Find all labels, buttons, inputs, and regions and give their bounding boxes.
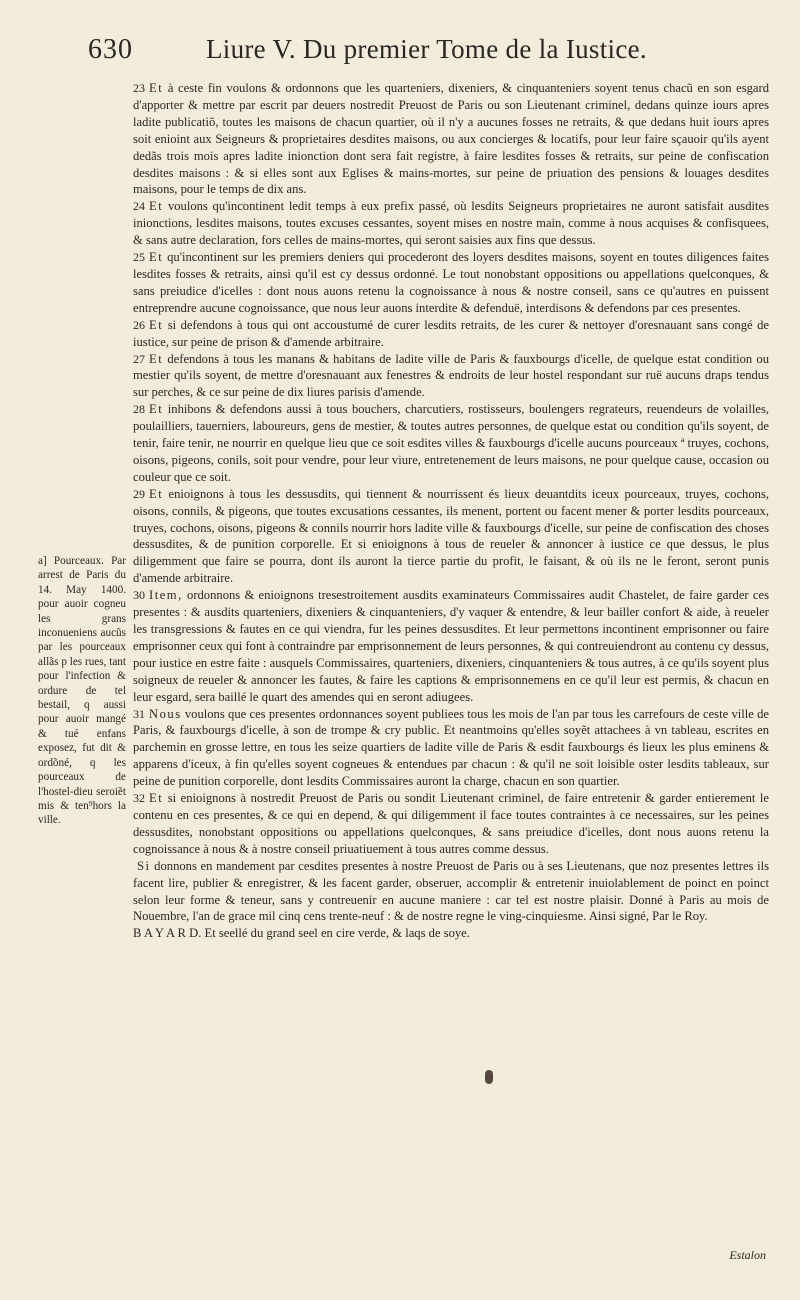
signature-line [133,925,769,942]
article-29: 29 Et enioignons à tous les dessusdits, qui tiennent & nourrissent és lieux deuantdits iceux pourceaux, truyes, cochons, oisons, connils, & pigeons, que toutes excusations cessantes, ils menent, portent ou facent mener & porter lesdits pourceaux, truyes, cochons, oisons, pigeons & connils nourrir hors ladite ville & fauxbourgs d'icelle, sur peine de confiscation des choses dessusdites, & de punition corporelle. Et si enioignons à tous de reueler & annoncer à iustice ce que dessus, le plus diligemment que faire se pourra, dont ils auront la tierce partie du profit, le faisant, & où ils ne le feront, seront punis d'amende arbitraire. [133,486,769,586]
article-23: 23 Et à ceste fin voulons & ordonnons que les quarteniers, dixeniers, & cinquanteniers soyent tenus chacũ en son esgard d'apporter & mettre par escrit par deuers nostredit Preuost de Paris ou son Lieutenant criminel, dedans quinze iours apres ladite publicatiõ, toutes les maisons de chacun quartier, où il n'y a aucunes fosses ne retraits, & que dedans huit iours apres soit enioint aux Seigneurs & proprietaires desdites maisons, ou aux concierges & locatifs, pour leur faire sçauoir qu'ils ayent dedãs trois mois apres ladite inionction dont sera fait registre, à faire lesdites fosses & retraits, sur peine de confiscation desdites maisons : & si elles sont aux Eglises & mains-mortes, sur peine de priuation des pensions & louages desdites maisons, pour le temps de dix ans. [133,81,769,197]
article-24: 24 Et voulons qu'incontinent ledit temps à eux prefix passé, où lesdits Seigneurs proprietaires ne auront satisfait ausdites inionctions, lesdites maisons, toutes excuses cessantes, soyent mises en nostre main, comme à nous acquises & confisquees, & sans autre declaration, fors celles de mains-mortes, qui seront saisies aux fins que dessus. [133,199,769,248]
seal-text: Et seellé du grand seel en cire verde, & laqs de soye. [201,926,470,941]
article-30: 30 Item, ordonnons & enioignons tresestroitement ausdits examinateurs Commissaires audit Chastelet, de faire garder ces presentes : & ausdits quarteniers, dixeniers & cinquanteniers, d'y vaquer & entendre, & leur bailler confort & aide, à reueler les transgressions & fautes en ce qui viendra, fur les peines dessusdites. Et leur permettons incontinent emprisonner ou faire emprisonner ceux qui font à contraindre par emprisonnement de leurs personnes, & qui contreuiendront au contenu cy dessus, pour iustice en estre faite : ausquels Commissaires, quarteniers, dixeniers, cinquanteniers & tous autres, à ce qu'ils soyent plus soigneux de reueler & annoncer les fautes, & faire les captions & emprisonnemens en ce qu'il leur est permis, & chacun en leur esgard, sera baillé le quart des amendes qui en seront adiugees. [133,588,769,704]
ink-blot [485,1070,493,1084]
margin-note: a] Pourceaux. Par arrest de Paris du 14. May 1400. pour auoir cogneu les grans inconueniens aucũs par les pourceaux allãs p les rues, tant pour l'infection & ordure de tel bestail, q aussi pour auoir mangé & tué enfans exposez, fut dit & ordõné, q les pourceaux de l'hostel-dieu seroiẽt mis & ten⁹hors la ville. [38,555,126,827]
running-title: Liure V. Du premier Tome de la Iustice. [206,34,647,64]
article-28: 28 Et inhibons & defendons aussi à tous bouchers, charcutiers, rostisseurs, boulengers regrateurs, reuendeurs de volailles, poulailliers, tauerniers, laboureurs, gens de mestier, & toutes autres personnes, de quelque estat ou condition qu'ils soyent, de tenir, faire tenir, ne nourrir en quelque lieu que ce soit esdites villes & fauxbourgs d'icelle aucuns pourceaux ª truyes, cochons, oisons, pigeons, conils, soit pour vendre, pour leur viure, entretenement de leurs maisons, ne pour quelque cause, occasion ou couleur que ce soit. [133,402,769,484]
mandate-paragraph: Si donnons en mandement par cesdites presentes à nostre Preuost de Paris ou à ses Lieutenans, que noz presentes lettres ils facent lire, publier & enregistrer, & les facent garder, obseruer, accomplir & entretenir inuiolablement de poinct en poinct selon leur forme & teneur, sans y contreuenir en aucune maniere : car tel est nostre plaisir. Donné à Paris au mois de Nouembre, l'an de grace mil cinq cens trente-neuf : & de nostre regne le ving-cinquiesme. Ainsi signé, Par le Roy. [133,858,769,924]
article-32: 32 Et si enioignons à nostredit Preuost de Paris ou sondit Lieutenant criminel, de faire entretenir & garder entierement le contenu en ces presentes, & ce qui en depend, & qui diligemment il face toutes contraintes à ce necessaires, sur les peines dessusdites, nonobstant oppositions ou appellations quelconques, & sans preiudice d'icelles, dont nous auons retenu la cognoissance à nous & à nostre conseil priuatiuement à tous autres comme dessus. [133,791,769,856]
main-text [133,80,769,942]
article-26: 26 Et si defendons à tous qui ont accoustumé de curer lesdits retraits, de les curer & nettoyer d'oresnauant sans congé de iustice, sur peine de prison & d'amende arbitraire. [133,317,769,349]
signatory-name: B A Y A R D. [133,926,202,941]
article-27: 27 Et defendons à tous les manans & habitans de ladite ville de Paris & fauxbourgs d'icelle, de quelque estat condition ou mestier qu'ils soyent, de mettre d'oresnauant aux fenestres & endroits de leur hostel respondant sur ruë aucuns draps tendus sur perches, & ce sur peine de dix liures parisis d'amende. [133,351,769,400]
page-header [88,34,768,74]
catchword: Estalon [729,1248,766,1262]
article-25: 25 Et qu'incontinent sur les premiers deniers qui procederont des loyers desdites maisons, soyent en toutes diligences faites lesdites fosses & retraits, ainsi qu'il est cy dessus ordonné. Le tout nonobstant oppositions ou appellations quelconques, & sans preiudice d'icelles : dont nous auons retenu la cognoissance à nous & nostre conseil, sans ce qu'autres en puissent entreprendre aucune cognoissance, que nous leur auons interdite & defenduë, interdisons & defendons par ces presentes. [133,250,769,315]
article-31: 31 Nous voulons que ces presentes ordonnances soyent publiees tous les mois de l'an par tous les carrefours de ceste ville de Paris, & fauxbourgs d'icelle, à son de trompe & cry public. Et neantmoins qu'elles soyẽt attachees à vn tableau, escrites en parchemin en grosse lettre, en tous les seize quartiers de ladite ville de Paris & esdit fauxbourgs és lieux les plus eminens & apparens d'iceux, à fin qu'elles soyent cogneues & entendues par chacun : & qu'il ne soit loisible oster lesdits tableaux, sur peine de punition corporelle, dont lesdits Commissaires auront la charge, chacun en son quartier. [133,706,769,789]
folio-number: 630 [88,34,133,65]
